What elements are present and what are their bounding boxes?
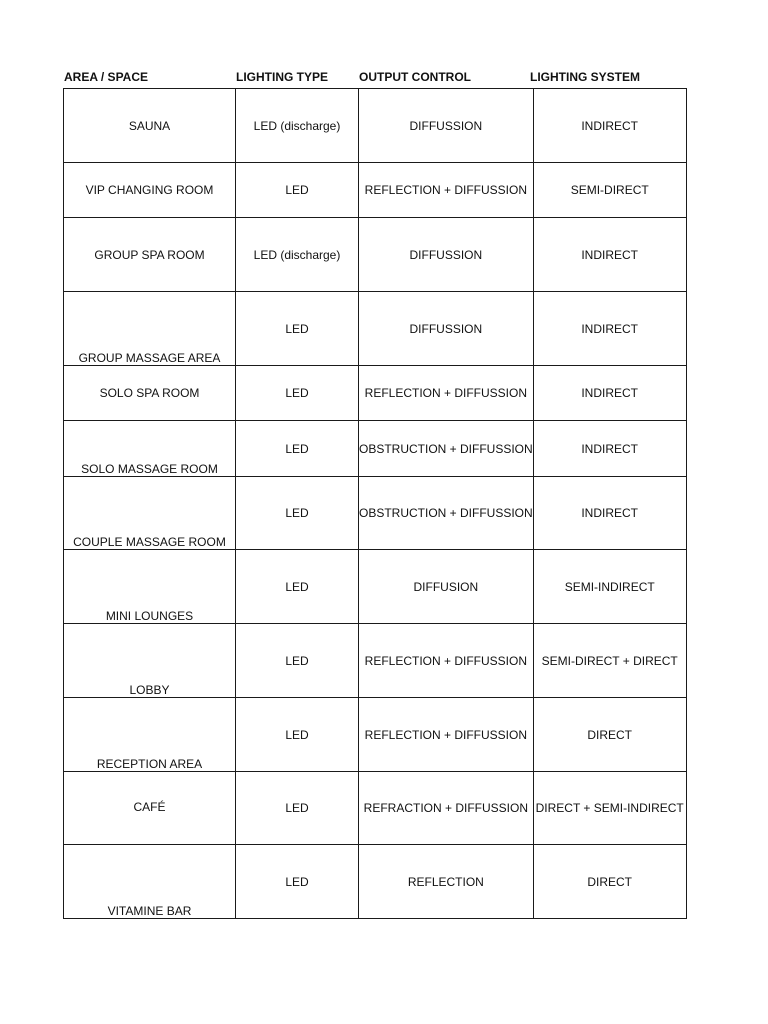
cell-lighting-type: LED (discharge) <box>236 89 359 163</box>
cell-area: SOLO MASSAGE ROOM <box>64 421 236 477</box>
cell-area: GROUP SPA ROOM <box>64 218 236 292</box>
cell-area: GROUP MASSAGE AREA <box>64 292 236 366</box>
cell-output-control: OBSTRUCTION + DIFFUSSION <box>359 477 534 550</box>
cell-lighting-system: INDIRECT <box>533 477 686 550</box>
cell-output-control: DIFFUSSION <box>359 292 534 366</box>
cell-lighting-system: SEMI-DIRECT <box>533 163 686 218</box>
header-area-space: AREA / SPACE <box>64 70 149 84</box>
cell-lighting-system: DIRECT <box>533 698 686 772</box>
table-row <box>64 421 687 477</box>
cell-lighting-type: LED <box>236 772 359 845</box>
table-row <box>64 772 687 845</box>
lighting-table <box>63 88 687 919</box>
cell-area: SOLO SPA ROOM <box>64 366 236 421</box>
table-row <box>64 163 687 218</box>
cell-area: VIP CHANGING ROOM <box>64 163 236 218</box>
cell-lighting-system: SEMI-DIRECT + DIRECT <box>533 624 686 698</box>
cell-lighting-type: LED <box>236 698 359 772</box>
table-header-row <box>63 69 683 85</box>
cell-output-control: REFLECTION + DIFFUSSION <box>359 624 534 698</box>
cell-lighting-type: LED (discharge) <box>236 218 359 292</box>
cell-area: LOBBY <box>64 624 236 698</box>
cell-output-control: REFLECTION + DIFFUSSION <box>359 698 534 772</box>
header-output-control: OUTPUT CONTROL <box>359 70 471 84</box>
cell-output-control: DIFFUSION <box>359 550 534 624</box>
cell-lighting-type: LED <box>236 477 359 550</box>
cell-output-control: REFLECTION <box>359 845 534 919</box>
table-row <box>64 89 687 163</box>
cell-area: VITAMINE BAR <box>64 845 236 919</box>
table-row <box>64 292 687 366</box>
cell-lighting-type: LED <box>236 366 359 421</box>
cell-lighting-type: LED <box>236 292 359 366</box>
table-row <box>64 845 687 919</box>
cell-lighting-type: LED <box>236 845 359 919</box>
table-row <box>64 624 687 698</box>
table-row <box>64 366 687 421</box>
cell-lighting-type: LED <box>236 550 359 624</box>
table-row <box>64 218 687 292</box>
table-row <box>64 698 687 772</box>
cell-lighting-system: INDIRECT <box>533 366 686 421</box>
header-lighting-system: LIGHTING SYSTEM <box>530 70 641 84</box>
cell-lighting-type: LED <box>236 163 359 218</box>
cell-lighting-system: DIRECT <box>533 845 686 919</box>
cell-lighting-type: LED <box>236 624 359 698</box>
cell-lighting-system: SEMI-INDIRECT <box>533 550 686 624</box>
cell-output-control: OBSTRUCTION + DIFFUSSION <box>359 421 534 477</box>
cell-area: RECEPTION AREA <box>64 698 236 772</box>
table-row <box>64 477 687 550</box>
cell-lighting-system: INDIRECT <box>533 292 686 366</box>
cell-lighting-system: INDIRECT <box>533 218 686 292</box>
cell-area: MINI LOUNGES <box>64 550 236 624</box>
cell-output-control: REFLECTION + DIFFUSSION <box>359 366 534 421</box>
cell-output-control: DIFFUSSION <box>359 89 534 163</box>
header-lighting-type: LIGHTING TYPE <box>236 70 329 84</box>
cell-lighting-type: LED <box>236 421 359 477</box>
cell-output-control: REFRACTION + DIFFUSSION <box>359 772 534 845</box>
cell-area: CAFÉ <box>64 772 236 845</box>
cell-lighting-system: INDIRECT <box>533 89 686 163</box>
cell-lighting-system: DIRECT + SEMI-INDIRECT <box>533 772 686 845</box>
cell-output-control: DIFFUSSION <box>359 218 534 292</box>
table-row <box>64 550 687 624</box>
cell-area: COUPLE MASSAGE ROOM <box>64 477 236 550</box>
cell-area: SAUNA <box>64 89 236 163</box>
cell-output-control: REFLECTION + DIFFUSSION <box>359 163 534 218</box>
cell-lighting-system: INDIRECT <box>533 421 686 477</box>
